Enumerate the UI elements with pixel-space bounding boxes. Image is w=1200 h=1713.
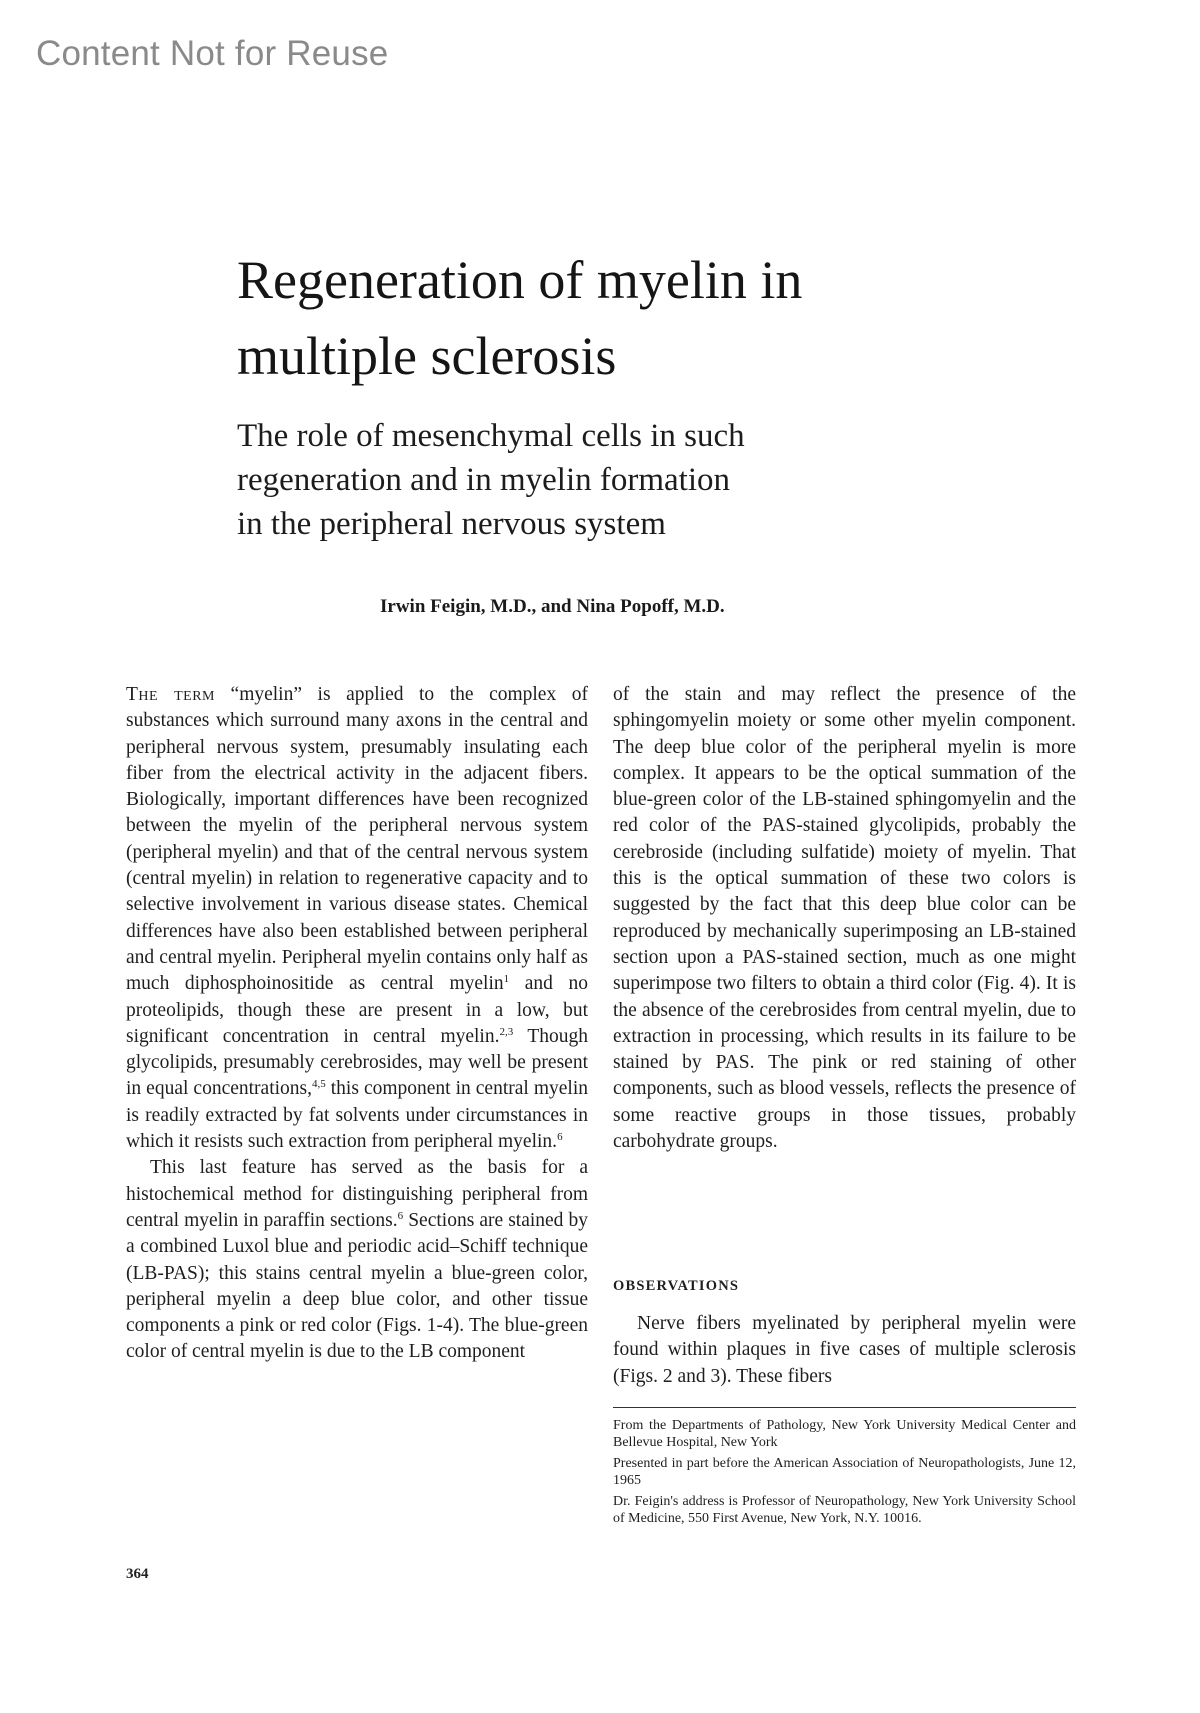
title-line-2: multiple sclerosis: [237, 326, 617, 386]
reference-marker: 2,3: [499, 1025, 514, 1038]
subtitle-line-1: The role of mesenchymal cells in such: [237, 418, 745, 454]
footnote-affiliation: From the Departments of Pathology, New York University Medical Center and Bellevue Hospital, New York: [613, 1418, 1076, 1450]
reference-marker: 6: [557, 1131, 563, 1144]
right-column: [613, 682, 1076, 1155]
reference-marker: 6: [397, 1209, 404, 1222]
lead-in: The term: [126, 684, 215, 705]
reference-marker: 1: [503, 973, 510, 986]
footnote-presentation: Presented in part before the American Association of Neuropathologists, June 12, 1965: [613, 1456, 1076, 1488]
subtitle-line-3: in the peripheral nervous system: [237, 506, 666, 542]
observations-paragraph: Nerve fibers myelinated by peripheral myelin were found within plaques in five cases of multiple sclerosis (Figs. 2 and 3). These fibers: [613, 1313, 1076, 1387]
footnotes: [613, 1417, 1076, 1531]
article-subtitle: [237, 414, 877, 546]
reference-marker: 4,5: [312, 1078, 326, 1091]
intro-text-a: “myelin” is applied to the complex of substances which surround many axons in the central and peripheral nervous system, presumably insulating each fiber from the electrical activity in the adjacent fibers. Biologically, important differences have been recognized between the myelin of the peripheral nervous system (peripheral myelin) and that of the central nervous system (central myelin) in relation to regenerative capacity and to selective involvement in various disease states. Chemical differences have also been established between peripheral and central myelin. Peripheral myelin contains only half as much diphosphoinositide as central myelin: [126, 684, 588, 995]
authors: Irwin Feigin, M.D., and Nina Popoff, M.D.: [380, 596, 725, 617]
article-title: [237, 242, 997, 394]
method-text-a: This last feature has served as the basis for a histochemical method for distinguishing peripheral from central myelin in paraffin sections.: [126, 1157, 588, 1231]
subtitle-line-2: regeneration and in myelin formation: [237, 462, 731, 498]
intro-text-b: and no proteolipids, though these are present in a low, but significant concentration in central myelin.: [126, 973, 588, 1047]
footnote-address: Dr. Feigin's address is Professor of Neuropathology, New York University School of Medicine, 550 First Avenue, New York, N.Y. 10016.: [613, 1494, 1076, 1526]
footnote-divider: [613, 1407, 1076, 1408]
continued-paragraph: of the stain and may reflect the presence of the sphingomyelin moiety or some other myelin component. The deep blue color of the peripheral myelin is more complex. It appears to be the optical summation of the blue-green color of the LB-stained sphingomyelin and the red color of the PAS-stained glycolipids, probably the cerebroside (including sulfatide) moiety of myelin. That this is the optical summation of these two colors is suggested by the fact that this deep blue color can be reproduced by mechanically superimposing an LB-stained section upon a PAS-stained section, much as one might superimpose two filters to obtain a third color (Fig. 4). It is the absence of the cerebrosides from central myelin, due to extraction in processing, which results in its failure to be stained by PAS. The pink or red staining of other components, such as blood vessels, reflects the presence of some reactive groups in those tissues, probably carbohydrate groups.: [613, 684, 1076, 1153]
method-paragraph: [126, 1155, 588, 1365]
section-heading-observations: OBSERVATIONS: [613, 1278, 740, 1294]
title-line-1: Regeneration of myelin in: [237, 250, 803, 310]
page-number: 364: [126, 1566, 149, 1582]
intro-text-c: Though glycolipids, presumably cerebrosides, may well be present in equal concentrations,: [126, 1025, 588, 1100]
left-column: [126, 682, 588, 1366]
intro-text-d: this component in central myelin is readily extracted by fat solvents under circumstances in which it resists such extraction from peripheral myelin.: [126, 1078, 588, 1153]
method-text-b: Sections are stained by a combined Luxol blue and periodic acid–Schiff technique (LB-PAS); this stains central myelin a blue-green color, peripheral myelin a deep blue color, and other tissue components a pink or red color (Figs. 1-4). The blue-green color of central myelin is due to the LB component: [126, 1209, 588, 1363]
watermark: Content Not for Reuse: [36, 34, 389, 73]
intro-paragraph: [126, 682, 588, 1155]
